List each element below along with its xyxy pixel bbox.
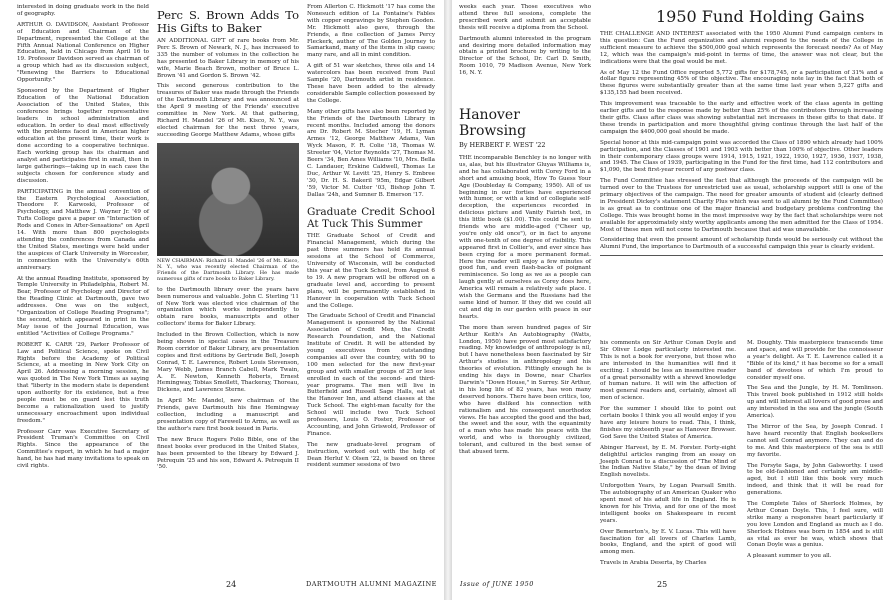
paragraph: This improvement was traceable to the early and effective work of the class agents in getting earlier gifts and to the response made by better than 25% of the contributors through increasing their gifts. Class after class was showing substantial net increases in these gifts to that date. If these trends in participation and more thoughtful giving continue through the last half of the campaign the $400,000 goal should be made. xyxy=(600,101,883,135)
paragraph: Sponsored by the Department of Higher Education of the National Education Association of the United States, this conference brings together representative leaders in school administration and education. In order to deal most effectively with the problems faced in American higher education at the present time, their work is done according to a cooperative technique. Each working group has its chairman and analyst and participates first in small, then in large gatherings—taking up in each case the subjects chosen for conference study and discussion. xyxy=(17,87,149,184)
page-number-right: 25 xyxy=(657,580,668,589)
right-column-1 xyxy=(459,4,591,460)
paragraph: The new Bruce Rogers Folio Bible, one of the finest books ever produced in the United States, has been presented to the library by Edward J. Petrequin '25 and his son, Edward A. Petrequin II '50. xyxy=(157,436,299,471)
graduate-school-continued-text xyxy=(459,4,591,77)
perc-brown-text-top xyxy=(157,38,299,139)
paragraph: A gift of 51 war sketches, three oils and 14 watercolors has been received from Paul Sample '20, Dartmouth artist in residence. These have been added to the already considerable Sample collection possessed by the College. xyxy=(307,63,435,104)
paragraph: Unforgotten Years, by Logan Pearsall Smith. The autobiography of an American Quaker who spent most of his adult life in England. He is known for his Trivia, and for one of the most intelligent books on Shakespeare in recent years. xyxy=(600,483,736,524)
paragraph: As of May 12 the Fund Office reported 5,772 gifts for $178,745, or a participation of 31% and a dollar figure representing 45% of the objective. The encouraging note lay in the fact that both of these figures were substantially greater than at the same time last year when 5,227 gifts and $135,155 had been received. xyxy=(600,69,883,97)
paragraph: The more than seven hundred pages of Sir Arthur Keith's An Autobiography (Watts, London, 1950) have proved most satisfactory reading. My knowledge of anthropology is nil, but I have nonetheless been fascinated by Sir Arthur's studies in anthropology and his theories of evolution. Fittingly enough he is ending his days in Downe, near Charles Darwin's "Down House," in Surrey. Sir Arthur, in his long life of 82 years, has won many deserved honors. There have been critics, too, who have disliked his connection with rationalism and his consequent unorthodox views. He has accepted the good and the bad, the sweet and the sour, with the equanimity of a man who has made his peace with the world, and who is thoroughly civilized, tolerant, and cultured in the best sense of that abused term. xyxy=(459,324,591,456)
paragraph: M. Doughty. This masterpiece transcends time and space, and will provide for the connoisseur a year's delight. As T. E. Lawrence called it a "Bible of its kind," it has become so for a small band of devotees of which I'm proud to consider myself one. xyxy=(747,340,883,381)
paragraph: THE CHALLENGE AND INTEREST associated with the 1950 Alumni Fund campaign centers in this question: Can the Fund organization and alumni respond to the needs of the College in sufficient measure to achieve the $500,000 goal which represents the forecast needs? As of May 12, which was the campaign's mid-point in terms of time, the answer was not clear, but the indications were that the goal would be met. xyxy=(600,31,883,65)
photo-richard-mandel xyxy=(157,143,299,256)
article-divider xyxy=(600,255,883,256)
right-column-2 xyxy=(600,340,736,571)
right-column-3 xyxy=(747,340,883,564)
page-gutter xyxy=(444,0,452,600)
perc-brown-text-bottom xyxy=(157,287,299,472)
photo-caption: NEW CHAIRMAN: Richard H. Mandel '26 of Mt. Kisco, N. Y., who was recently elected Chairman of the Friends of the Dartmouth Library. He has made numerous gifts of rare books to Baker Library. xyxy=(157,257,299,282)
paragraph: to the Dartmouth library over the years have been numerous and valuable. John C. Sterling '11 of New York was elected vice chairman of the organization which works independently to obtain rare books, manuscripts and other collectors' items for Baker Library. xyxy=(157,286,299,328)
paragraph: PARTICIPATING in the annual convention of the Eastern Psychological Association, Theodore F. Karwoski, Professor of Psychology, and Matthew J. Wayner Jr. '49 of Tufts College gave a paper on "Interaction of Rods and Cones in After-Sensations" on April 14. With more than 800 psychologists attending the conferences from Canada and the United States, meetings were held under the auspices of Clark University in Worcester, in connection with the University's 60th anniversary. xyxy=(17,188,149,271)
paragraph: THE incomparable Benchley is no longer with us, alas, but his illustrator Gluyas Williams is, and he has collaborated with Corey Ford in a short and amusing book, How To Guess Your Age (Doubleday & Company, 1950). All of us beginning in our forties have experienced with humor, or with a kind of collegiate self-deception, the experiences recorded in delicious picture and Vanity Fairish text, in this little book ($1.00). This could be sent to friends who are middle-aged ("Cheer up, you're only old once"), or in fact to anyone with one-tenth of one degree of risibility. This appeared first in Collier's, and ever since has been crying for a more permanent format. Here the reader will enjoy a few minutes of good fun, and even flash-backs of poignant reminiscence. So long as we as a people can laugh gently at ourselves as Corey does here, America will remain a relatively safe place. I wish the Germans and the Russians had the same kind of humor. If they did we could all cut and dig in our garden with peace in our hearts. xyxy=(459,154,591,320)
fund-text xyxy=(600,31,883,251)
paragraph: The Fund Committee has stressed the fact that although the proceeds of the campaign will be turned over to the Trustees for unrestricted use as usual, scholarship support still is one of the primary objectives of the campaign. The need for greater amounts of student aid (clearly defined in President Dickey's statement Charity Plus which was sent to all alumni by the Fund Committee) is as great as to continue one of the major financial and budgetary problems confronting the College. This was brought home in the most impressive way by the fact that scholarships were not available for approximately sixty worthy applicants among the men admitted for the Class of 1954. Most of these men will not come to Dartmouth because that aid was unavailable. xyxy=(600,178,883,233)
paragraph: AN ADDITIONAL GIFT of rare books from Mr. Perc S. Brown of Newark, N. J., has increased to 335 the number of volumes in the collection he has presented to Baker Library in memory of his wife, Marie Beach Brown, mother of Bruce L. Brown '41 and Gordon S. Brown '42. xyxy=(157,38,299,79)
paragraph: Travels in Arabia Deserta, by Charles xyxy=(600,560,707,567)
paragraph: A pleasant summer to you all. xyxy=(747,553,832,560)
paragraph: In April Mr. Mandel, new chairman of the Friends, gave Dartmouth his fine Hemingway collection, including a manuscript and presentation copy of Farewell to Arms, as well as the author's rare first book issued in Paris. xyxy=(157,398,299,432)
left-column-2 xyxy=(157,5,299,475)
paragraph: Dartmouth alumni interested in the program and desiring more detailed information may obtain a printed brochure by writing to the Director of the School, Dr. Carl D. Smith, Room 1010, 79 Madison Avenue, New York 16, N. Y. xyxy=(459,35,591,77)
page-number-left: 24 xyxy=(226,580,237,589)
paragraph: ROBERT K. CARR '29, Parker Professor of Law and Political Science, spoke on Civil Rights before the Academy of Political Science, at a meeting in New York City on April 26. Addressing a morning session, he was quoted in The New York Times as saying that "liberty in the modern state is dependent upon authority for its existence, but a free people must be on guard lest this truth become a rationalization used to justify unnecessary encroachment upon individual freedom." xyxy=(17,341,149,424)
paragraph: Abinger Harvest, by E. M. Forster. Forty-eight delightful articles ranging from an essay on Joseph Conrad to a discussion of "The Mind of the Indian Native State," by the dean of living English novelists. xyxy=(600,444,736,479)
fund-article xyxy=(600,4,883,260)
paragraph: Considering that even the present amount of scholarship funds would be seriously cut without the Alumni Fund, the importance to Dartmouth of a successful campaign this year is clearly evident. xyxy=(600,237,883,251)
hanover-browsing-text xyxy=(459,155,591,456)
paragraph: For the summer I should like to point out certain books I think you all would enjoy if you have any leisure hours to read. This, I think, finishes my sixteenth year as Hanover Browser. God Save the United States of America. xyxy=(600,406,736,440)
issue-footer: Issue of JUNE 1950 xyxy=(460,580,534,588)
magazine-footer: DARTMOUTH ALUMNI MAGAZINE xyxy=(306,580,437,588)
heading-graduate-credit-school: Graduate Credit School At Tuck This Summer xyxy=(307,206,435,231)
left-page xyxy=(0,0,444,600)
left-column-1 xyxy=(17,4,149,474)
paragraph: interested in doing graduate work in the field of geography. xyxy=(17,4,149,17)
paragraph: The Complete Tales of Sherlock Holmes, by Arthur Conan Doyle. This, I feel sure, will strike many a responsive heart particularly if you love London and England as much as I do. Sherlock Holmes was born in 1854 and is still as vital as ever he was, which shows that Conan Doyle was a genius. xyxy=(747,501,883,549)
paragraph: From Allerton C. Hickmott '17 has come the Nonesuch edition of La Fontaine's Fables with copper engravings by Stephen Gooden. Mr. Hickmott also gave, through the Friends, a fine collection of James Percy Fleckerk, author of The Golden Journey to Samarkand, many of the items in slip cases; many rare, and all in mint condition. xyxy=(307,4,435,59)
heading-perc-brown: Perc S. Brown Adds To His Gifts to Baker xyxy=(157,8,299,35)
paragraph: ARTHUR O. DAVIDSON, Assistant Professor of Education and Chairman of the Department, represented the College at the Fifth Annual National Conference on Higher Education, held in Chicago from April 16 to 19. Professor Davidson served as chairman of a group which had as its discussion subject, "Renewing the Barriers to Educational Opportunity." xyxy=(17,21,149,84)
paragraph: Over Bemerton's, by E. V. Lucas. This will have fascination for all lovers of Charles Lamb, books, England, and the spirit of good will among men. xyxy=(600,528,736,556)
paragraph: The Graduate School of Credit and Financial Management is sponsored by the National Association of Credit Men, the Credit Research Foundation, and the National Institute of Credit. It will be attended by young executives from outstanding companies all over the country, with 90 to 100 men selected for the new first-year group and with smaller groups of 25 or less enrolled in each of the second- and third-year programs. The men will live in Butterfield and Russell Sage Halls, eat at the Hanover Inn, and attend classes at the Tuck School. The eight-man faculty for the School will include two Tuck School professors, Louis O. Foster, Professor of Accounting, and John Griswold, Professor of Finance. xyxy=(307,313,435,437)
paragraph: Special honor at this mid-campaign point was accorded the Class of 1890 which already had 100% participation, and the Classes of 1901 and 1903 with better than 100% of objective. Other leaders in their contemporary class groups were 1914, 1915, 1921, 1922, 1930, 1927, 1936, 1937, 1938, and 1945. The Class of 1939, participating in the Fund for the first time, had 112 contributors and $1,090, the best first-year record of any postwar class. xyxy=(600,139,883,174)
paragraph: Professor Carr was Executive Secretary of President Truman's Committee on Civil Rights. Since the appearance of the Committee's report, in which he had a major hand, he has had many invitations to speak on civil rights. xyxy=(17,428,149,470)
right-page xyxy=(452,0,896,600)
paragraph: The Forsyte Saga, by John Galsworthy. I used to be old-fashioned and certainly am middle-aged, but I still like this book very much indeed, and think that it will be read for generations. xyxy=(747,462,883,497)
left-column-3 xyxy=(307,4,435,473)
paragraph: Many other gifts have also been reported by the Friends of the Dartmouth Library in recent months. Included among the donors are Dr. Robert M. Stecher '19, H. Lyman Armes '12, George Matthew Adams, Van Wyck Mason, F. R. Colie '18, Thomas W. Streeter '04, Victor Reynolds '27, Thomas M. Beers '34, Ben Ames Williams '10, Mrs. Bella C. Landauer, Erskine Caldwell, Thomas Le Duc, Arthur W. Levitt '25, Henry S. Embree '30, Dr. H. S. Bakeril '95m, Edgar Gilbert '59, Victor M. Cutter '03, Bishop John T. Dallas '24h, and Sumner B. Emerson '17. xyxy=(307,108,435,198)
paragraph: The Mirror of the Sea, by Joseph Conrad. I have heard recently that English booksellers cannot sell Conrad anymore. They can and do to me. And this masterpiece of the sea is still my favorite. xyxy=(747,423,883,458)
paragraph: At the annual Reading Institute, sponsored by Temple University in Philadelphia, Robert M. Bear, Professor of Psychology and Director of the Reading Clinic at Dartmouth, gave two addresses. One was on the subject, "Organization of College Reading Programs"; the second, which appeared in print in the May issue of the Journal Education, was entitled "Activities of College Programs." xyxy=(17,275,149,337)
paragraph: THE Graduate School of Credit and Financial Management, which during the past three summers has held its annual sessions at the School of Commerce, University of Wisconsin, will be conducted this year at the Tuck School, from August 6 to 19. A new program will be offered on a graduate level and, according to present plans, will be permanently established in Hanover in cooperation with Tuck School and the College. xyxy=(307,233,435,309)
heading-hanover-browsing: Hanover Browsing xyxy=(459,107,527,140)
paragraph: his comments on Sir Arthur Conan Doyle and Sir Oliver Lodge particularly interested me. This is not a book for everyone, but those who are interested in the humanities will find it exciting. I should be less an insensitive reader of a great personality with a shrewd knowledge of human nature. It will win the affection of most general readers and, certainly, almost all men of science. xyxy=(600,340,736,402)
paragraph: The new graduate-level program of instruction, worked out with the help of Dean Herluf V. Olsen '22, is based on three resident summer sessions of two xyxy=(307,441,435,469)
graduate-credit-school-text xyxy=(307,233,435,469)
gifts-text xyxy=(307,4,435,198)
paragraph: This second generous contribution to the treasures of Baker was made through the Friends of the Dartmouth Library and was announced at the April 9 meeting of the Friends' executive committee in New York. At that gathering, Richard H. Mandel '26 of Mt. Kisco, N. Y., was elected chairman for the next three years, succeeding George Matthew Adams, whose gifts xyxy=(157,83,299,138)
byline: By HERBERT F. WEST '22 xyxy=(459,141,546,150)
heading-fund-holding-gains: 1950 Fund Holding Gains xyxy=(656,7,865,26)
paragraph: The Sea and the Jungle, by H. M. Tomlinson. This travel book published in 1912 still holds up and will interest all lovers of good prose and any interested in the sea and the jungle (South America). xyxy=(747,385,883,420)
paragraph: Included in the Brown Collection, which is now being shown in special cases in the Treasure Room corridor of Baker Library, are presentation copies and first editions by Gertrude Bell, Joseph Conrad, T. E. Lawrence, Robert Louis Stevenson, Mary Webb, James Branch Cabell, Mark Twain, A. E. Newton, Kenneth Roberts, Ernest Hemingway, Tobias Smollett, Thackeray, Thoreau, Dickens, and Lawrence Sterne. xyxy=(157,332,299,394)
paragraph: weeks each year. Those executives who attend three full sessions, complete the prescribed work and submit an acceptable thesis will receive a diploma from the School. xyxy=(459,4,591,31)
